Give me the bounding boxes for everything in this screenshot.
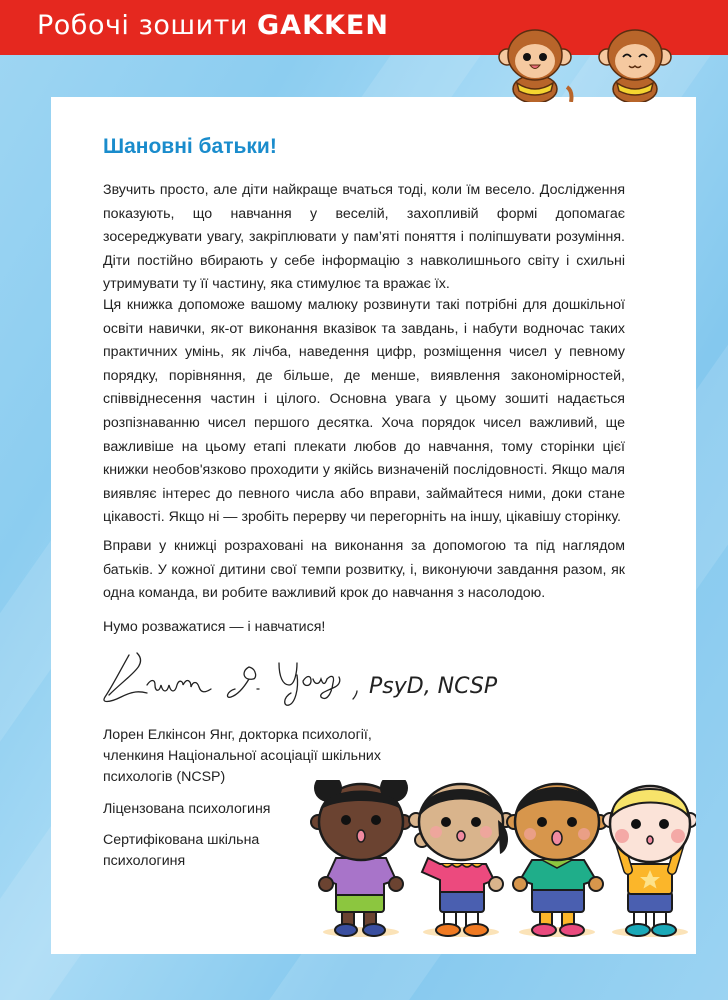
greeting-heading: Шановні батьки!	[103, 135, 277, 158]
author-license: Ліцензована психологиня	[103, 801, 271, 817]
child-figure-2	[409, 784, 513, 937]
author-certification: Сертифікована шкільна психологиня	[103, 832, 260, 869]
monkey-mascot-1	[499, 30, 571, 102]
child-figure-3	[507, 784, 607, 937]
letter-card	[51, 97, 696, 954]
svg-text:PsyD, NCSP: PsyD, NCSP	[369, 674, 498, 699]
series-title	[37, 10, 389, 41]
children-illustration	[306, 780, 696, 945]
signature-image	[99, 645, 499, 713]
monkey-mascots	[495, 27, 695, 102]
paragraph-closing: Нумо розважатися — і навчатися!	[103, 619, 326, 635]
paragraph-intro: Звучить просто, але діти найкраще вчаться тоді, коли їм весело. Дослідження показують, що навчання у веселій, захопливій формі допомагає зосереджувати увагу, закріплювати у пам’яті поняття і поліпшувати розуміння. Діти постійно вбирають у себе інформацію з навколишнього світу і схильні утримувати ту її частину, яка стимулює та вражає їх.	[103, 182, 625, 293]
paragraph-parent-guidance: Вправи у книжці розраховані на виконання за допомогою та під наглядом батьків. У кожної дитини свої темпи розвитку, і, виконуючи завдання разом, як одна команда, ви робите важливий крок до навчання з насолодою.	[103, 538, 625, 602]
paragraph-book-purpose: Ця книжка допоможе вашому малюку розвинути такі потрібні для дошкільної освіти навички, як-от виконання вказівок та завдань, і набути водночас таких практичних умінь, як лічба, наведення цифр, розміщення чисел у певному порядку, порівняння, де більше, де менше, виявлення закономірностей, співвіднесення частин і цілого. Основна увага у цьому зошиті надається розпізнаванню чисел першого десятка. Хоча порядок чисел важливий, ще важливіше на цьому етапі плекати любов до навчання, тому сторінки цієї книжки необов'язково проходити у якійсь визначеній послідовності. Якщо маля виявляє інтерес до певного числа або вправи, займайтеся ними, доки стане цікавості. Якщо ні — зробіть перерву чи перегорніть на іншу, цікавішу сторінку.	[103, 297, 625, 526]
series-title-text: Робочі зошити	[37, 10, 248, 41]
monkey-mascot-2	[599, 30, 671, 102]
brand-name: GAKKEN	[257, 10, 389, 41]
child-figure-4	[603, 786, 696, 937]
child-figure-1	[311, 780, 411, 937]
author-credentials: Лорен Елкінсон Янг, докторка психології, членкиня Національної асоціації шкільних психологів (NCSP)	[103, 727, 381, 785]
